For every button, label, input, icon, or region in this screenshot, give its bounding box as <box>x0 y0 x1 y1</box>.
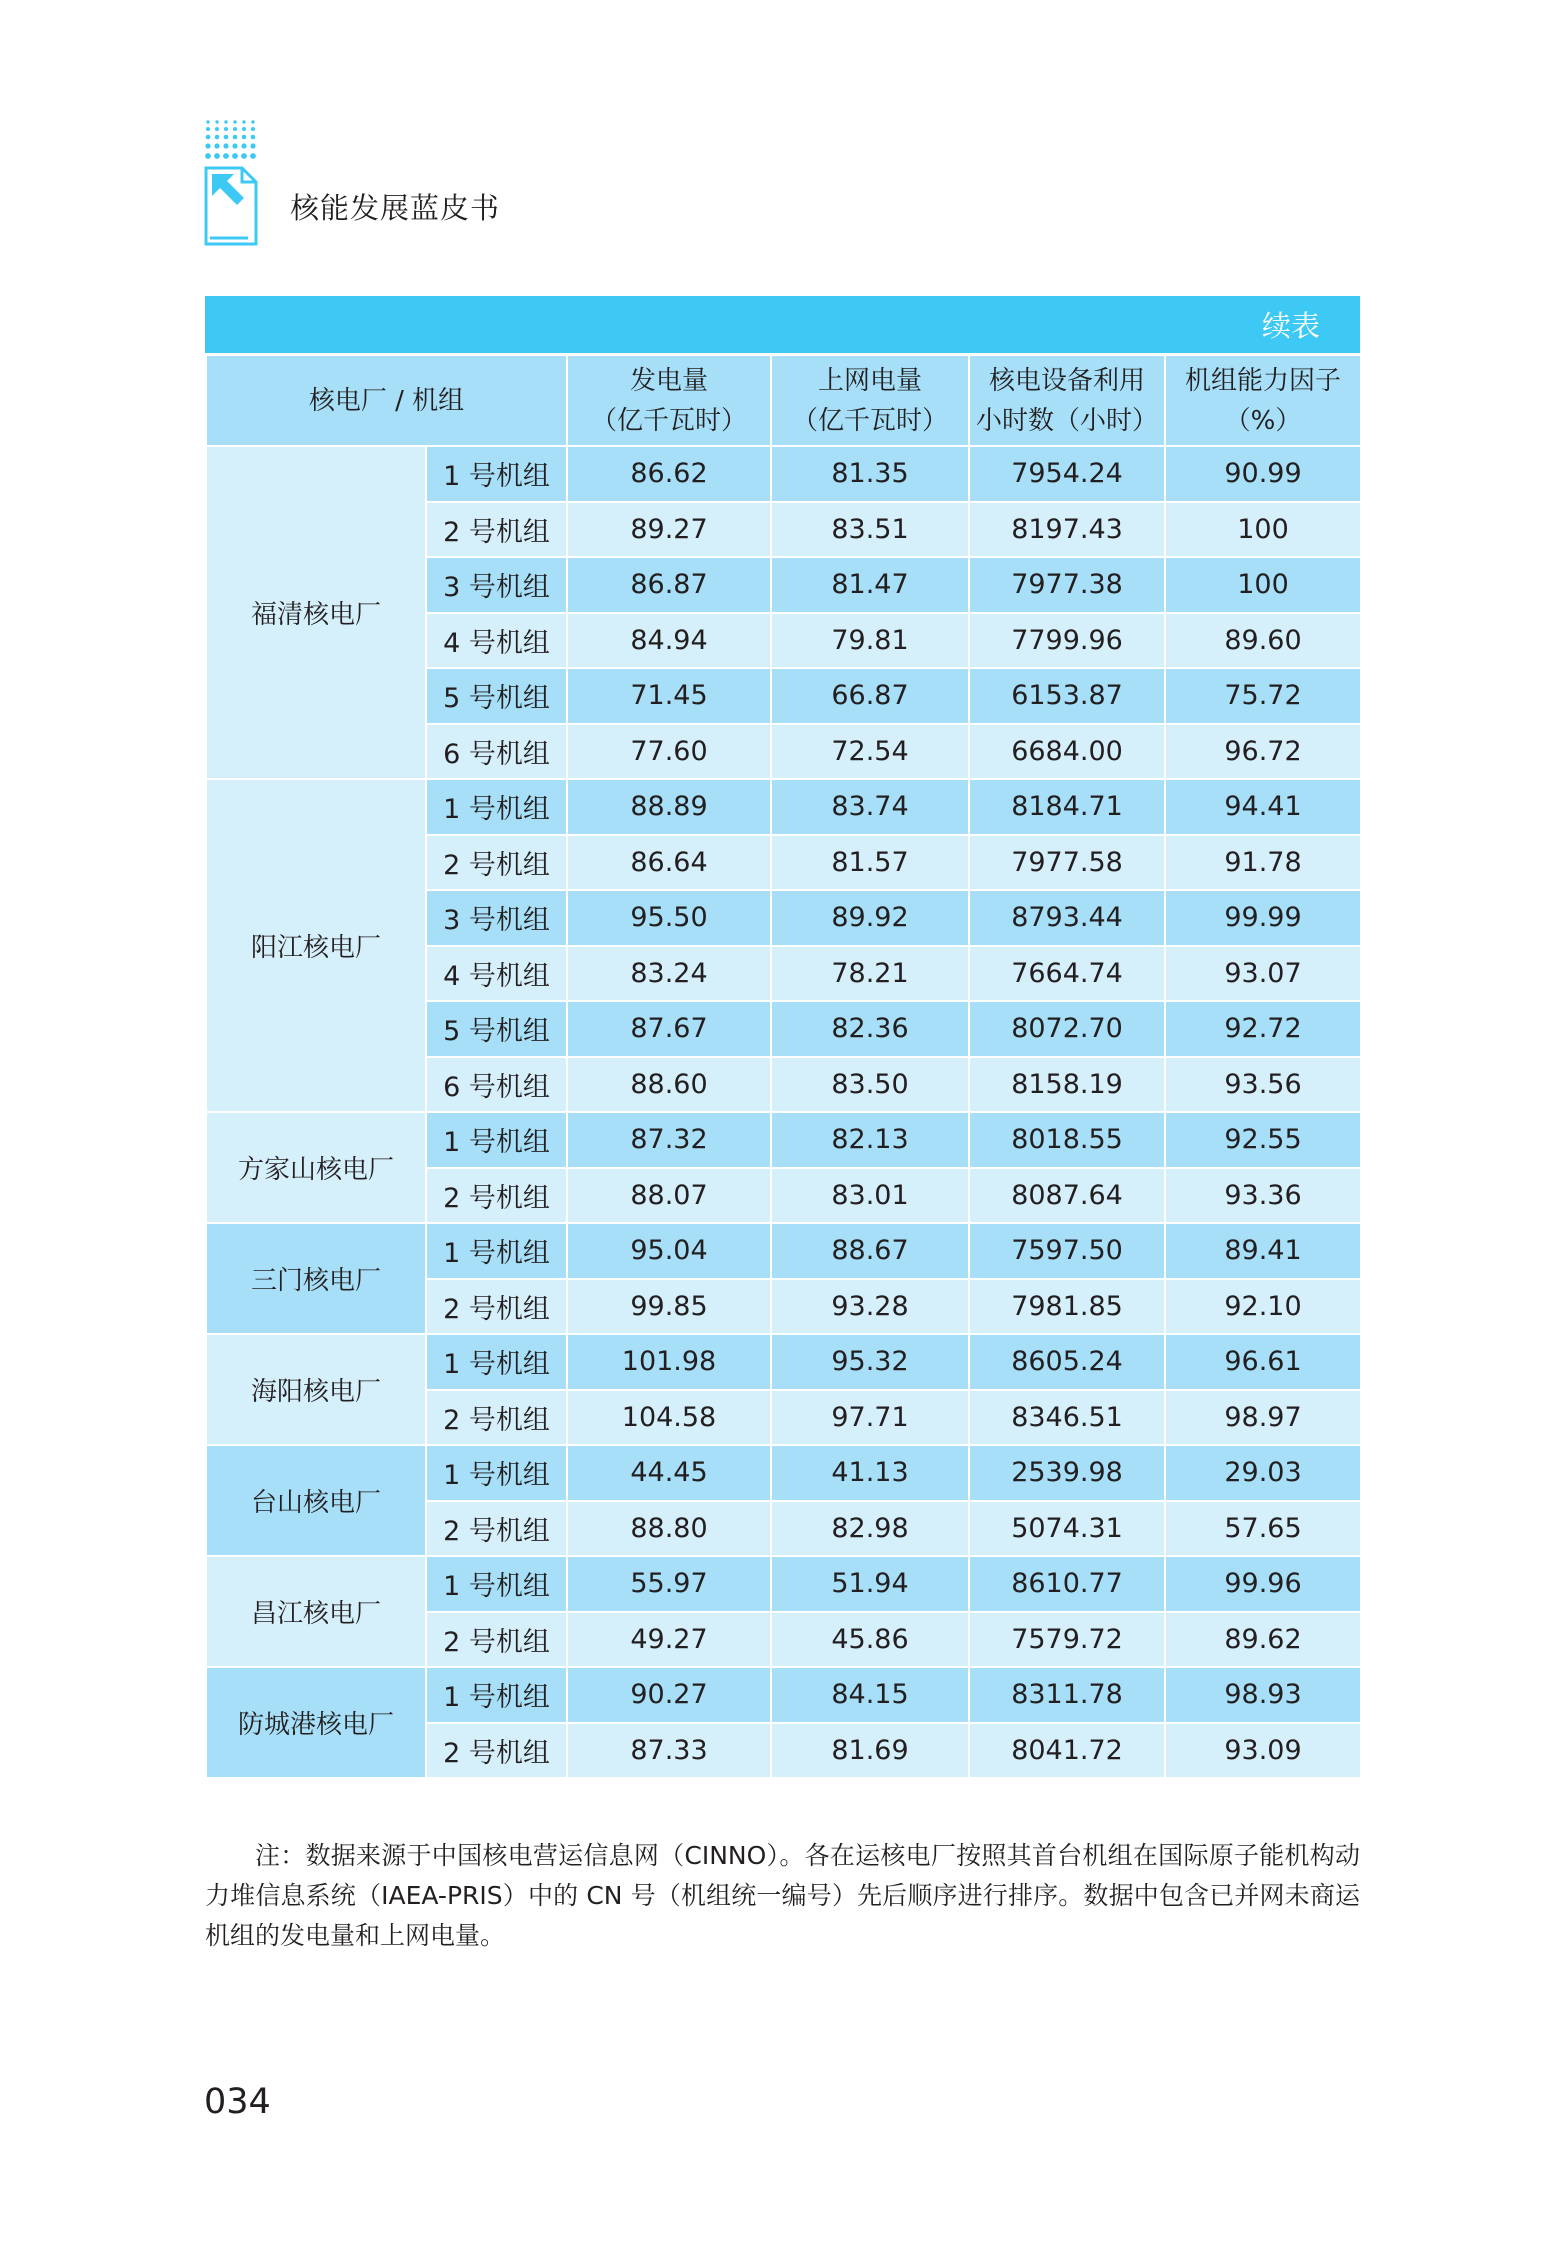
generation-cell: 86.62 <box>567 446 771 502</box>
hours-cell: 8605.24 <box>969 1334 1165 1390</box>
hours-cell: 7799.96 <box>969 613 1165 669</box>
plant-name-cell: 台山核电厂 <box>206 1445 426 1556</box>
capacity-factor-cell: 89.41 <box>1165 1223 1361 1279</box>
header-plant-unit: 核电厂 / 机组 <box>206 355 567 446</box>
generation-cell: 55.97 <box>567 1556 771 1612</box>
plant-name-cell: 福清核电厂 <box>206 446 426 779</box>
hours-cell: 8610.77 <box>969 1556 1165 1612</box>
unit-cell: 3 号机组 <box>426 557 567 613</box>
unit-cell: 2 号机组 <box>426 1279 567 1335</box>
capacity-factor-cell: 93.07 <box>1165 946 1361 1002</box>
grid-cell: 81.47 <box>771 557 969 613</box>
table-row <box>206 1445 1361 1501</box>
hours-cell: 8346.51 <box>969 1390 1165 1446</box>
book-logo-icon <box>204 118 260 248</box>
generation-cell: 87.33 <box>567 1723 771 1779</box>
grid-cell: 97.71 <box>771 1390 969 1446</box>
unit-cell: 6 号机组 <box>426 1057 567 1113</box>
plant-name-cell: 海阳核电厂 <box>206 1334 426 1445</box>
grid-cell: 88.67 <box>771 1223 969 1279</box>
generation-cell: 87.32 <box>567 1112 771 1168</box>
grid-cell: 84.15 <box>771 1667 969 1723</box>
nuclear-plant-table <box>205 354 1362 1779</box>
grid-cell: 78.21 <box>771 946 969 1002</box>
capacity-factor-cell: 100 <box>1165 557 1361 613</box>
book-title: 核能发展蓝皮书 <box>290 191 501 225</box>
generation-cell: 90.27 <box>567 1667 771 1723</box>
capacity-factor-cell: 96.72 <box>1165 724 1361 780</box>
hours-cell: 8158.19 <box>969 1057 1165 1113</box>
table-row <box>206 1556 1361 1612</box>
generation-cell: 88.89 <box>567 779 771 835</box>
capacity-factor-cell: 93.56 <box>1165 1057 1361 1113</box>
table-body <box>206 446 1361 1778</box>
grid-cell: 83.74 <box>771 779 969 835</box>
hours-cell: 6153.87 <box>969 668 1165 724</box>
grid-cell: 83.01 <box>771 1168 969 1224</box>
unit-cell: 2 号机组 <box>426 1723 567 1779</box>
capacity-factor-cell: 75.72 <box>1165 668 1361 724</box>
generation-cell: 86.64 <box>567 835 771 891</box>
grid-cell: 51.94 <box>771 1556 969 1612</box>
hours-cell: 7664.74 <box>969 946 1165 1002</box>
generation-cell: 77.60 <box>567 724 771 780</box>
unit-cell: 2 号机组 <box>426 1501 567 1557</box>
unit-cell: 6 号机组 <box>426 724 567 780</box>
generation-cell: 95.04 <box>567 1223 771 1279</box>
grid-cell: 93.28 <box>771 1279 969 1335</box>
hours-cell: 8793.44 <box>969 890 1165 946</box>
capacity-factor-cell: 90.99 <box>1165 446 1361 502</box>
grid-cell: 82.98 <box>771 1501 969 1557</box>
grid-cell: 41.13 <box>771 1445 969 1501</box>
plant-name-cell: 昌江核电厂 <box>206 1556 426 1667</box>
hours-cell: 7981.85 <box>969 1279 1165 1335</box>
unit-cell: 2 号机组 <box>426 502 567 558</box>
hours-cell: 8197.43 <box>969 502 1165 558</box>
grid-cell: 89.92 <box>771 890 969 946</box>
unit-cell: 2 号机组 <box>426 835 567 891</box>
hours-cell: 8072.70 <box>969 1001 1165 1057</box>
grid-cell: 81.35 <box>771 446 969 502</box>
unit-cell: 1 号机组 <box>426 1334 567 1390</box>
unit-cell: 4 号机组 <box>426 613 567 669</box>
hours-cell: 7954.24 <box>969 446 1165 502</box>
hours-cell: 8018.55 <box>969 1112 1165 1168</box>
generation-cell: 87.67 <box>567 1001 771 1057</box>
table-row <box>206 1334 1361 1390</box>
generation-cell: 99.85 <box>567 1279 771 1335</box>
hours-cell: 8311.78 <box>969 1667 1165 1723</box>
table-row <box>206 446 1361 502</box>
generation-cell: 44.45 <box>567 1445 771 1501</box>
table-header-row <box>206 355 1361 446</box>
unit-cell: 1 号机组 <box>426 1667 567 1723</box>
plant-name-cell: 三门核电厂 <box>206 1223 426 1334</box>
capacity-factor-cell: 93.09 <box>1165 1723 1361 1779</box>
generation-cell: 101.98 <box>567 1334 771 1390</box>
capacity-factor-cell: 89.62 <box>1165 1612 1361 1668</box>
capacity-factor-cell: 57.65 <box>1165 1501 1361 1557</box>
hours-cell: 2539.98 <box>969 1445 1165 1501</box>
hours-cell: 7579.72 <box>969 1612 1165 1668</box>
generation-cell: 104.58 <box>567 1390 771 1446</box>
grid-cell: 45.86 <box>771 1612 969 1668</box>
generation-cell: 88.60 <box>567 1057 771 1113</box>
grid-cell: 72.54 <box>771 724 969 780</box>
header-grid: 上网电量 （亿千瓦时） <box>771 355 969 446</box>
capacity-factor-cell: 94.41 <box>1165 779 1361 835</box>
hours-cell: 6684.00 <box>969 724 1165 780</box>
hours-cell: 5074.31 <box>969 1501 1165 1557</box>
capacity-factor-cell: 89.60 <box>1165 613 1361 669</box>
unit-cell: 4 号机组 <box>426 946 567 1002</box>
table-row <box>206 1112 1361 1168</box>
hours-cell: 7977.38 <box>969 557 1165 613</box>
generation-cell: 89.27 <box>567 502 771 558</box>
grid-cell: 82.36 <box>771 1001 969 1057</box>
plant-name-cell: 防城港核电厂 <box>206 1667 426 1778</box>
plant-name-cell: 方家山核电厂 <box>206 1112 426 1223</box>
unit-cell: 2 号机组 <box>426 1390 567 1446</box>
unit-cell: 2 号机组 <box>426 1168 567 1224</box>
unit-cell: 5 号机组 <box>426 668 567 724</box>
unit-cell: 2 号机组 <box>426 1612 567 1668</box>
table-row <box>206 1667 1361 1723</box>
capacity-factor-cell: 91.78 <box>1165 835 1361 891</box>
unit-cell: 3 号机组 <box>426 890 567 946</box>
hours-cell: 8087.64 <box>969 1168 1165 1224</box>
table-row <box>206 1223 1361 1279</box>
generation-cell: 95.50 <box>567 890 771 946</box>
grid-cell: 81.57 <box>771 835 969 891</box>
generation-cell: 86.87 <box>567 557 771 613</box>
note-text: 注：数据来源于中国核电营运信息网（CINNO）。各在运核电厂按照其首台机组在国际原子能机构动力堆信息系统（IAEA-PRIS）中的 CN 号（机组统一编号）先后顺序进行排序。数据中包含已并网未商运机组的发电量和上网电量。 <box>205 1841 1360 1950</box>
capacity-factor-cell: 99.99 <box>1165 890 1361 946</box>
capacity-factor-cell: 99.96 <box>1165 1556 1361 1612</box>
capacity-factor-cell: 98.93 <box>1165 1667 1361 1723</box>
unit-cell: 5 号机组 <box>426 1001 567 1057</box>
hours-cell: 8041.72 <box>969 1723 1165 1779</box>
unit-cell: 1 号机组 <box>426 1112 567 1168</box>
unit-cell: 1 号机组 <box>426 779 567 835</box>
unit-cell: 1 号机组 <box>426 1556 567 1612</box>
unit-cell: 1 号机组 <box>426 446 567 502</box>
header-capacity-factor: 机组能力因子 （%） <box>1165 355 1361 446</box>
capacity-factor-cell: 92.10 <box>1165 1279 1361 1335</box>
unit-cell: 1 号机组 <box>426 1223 567 1279</box>
grid-cell: 83.50 <box>771 1057 969 1113</box>
generation-cell: 71.45 <box>567 668 771 724</box>
capacity-factor-cell: 100 <box>1165 502 1361 558</box>
plant-name-cell: 阳江核电厂 <box>206 779 426 1112</box>
generation-cell: 88.07 <box>567 1168 771 1224</box>
capacity-factor-cell: 92.55 <box>1165 1112 1361 1168</box>
capacity-factor-cell: 92.72 <box>1165 1001 1361 1057</box>
page-number: 034 <box>204 2082 271 2122</box>
grid-cell: 81.69 <box>771 1723 969 1779</box>
hours-cell: 7977.58 <box>969 835 1165 891</box>
grid-cell: 66.87 <box>771 668 969 724</box>
generation-cell: 88.80 <box>567 1501 771 1557</box>
continued-label: 续表 <box>1261 309 1320 343</box>
capacity-factor-cell: 29.03 <box>1165 1445 1361 1501</box>
generation-cell: 49.27 <box>567 1612 771 1668</box>
grid-cell: 83.51 <box>771 502 969 558</box>
capacity-factor-cell: 96.61 <box>1165 1334 1361 1390</box>
hours-cell: 7597.50 <box>969 1223 1165 1279</box>
generation-cell: 84.94 <box>567 613 771 669</box>
grid-cell: 79.81 <box>771 613 969 669</box>
grid-cell: 82.13 <box>771 1112 969 1168</box>
unit-cell: 1 号机组 <box>426 1445 567 1501</box>
table-row <box>206 779 1361 835</box>
header-hours: 核电设备利用 小时数（小时） <box>969 355 1165 446</box>
table-continued-bar <box>205 296 1360 353</box>
generation-cell: 83.24 <box>567 946 771 1002</box>
capacity-factor-cell: 93.36 <box>1165 1168 1361 1224</box>
grid-cell: 95.32 <box>771 1334 969 1390</box>
hours-cell: 8184.71 <box>969 779 1165 835</box>
capacity-factor-cell: 98.97 <box>1165 1390 1361 1446</box>
table-note <box>205 1836 1360 1956</box>
header-generation: 发电量 （亿千瓦时） <box>567 355 771 446</box>
